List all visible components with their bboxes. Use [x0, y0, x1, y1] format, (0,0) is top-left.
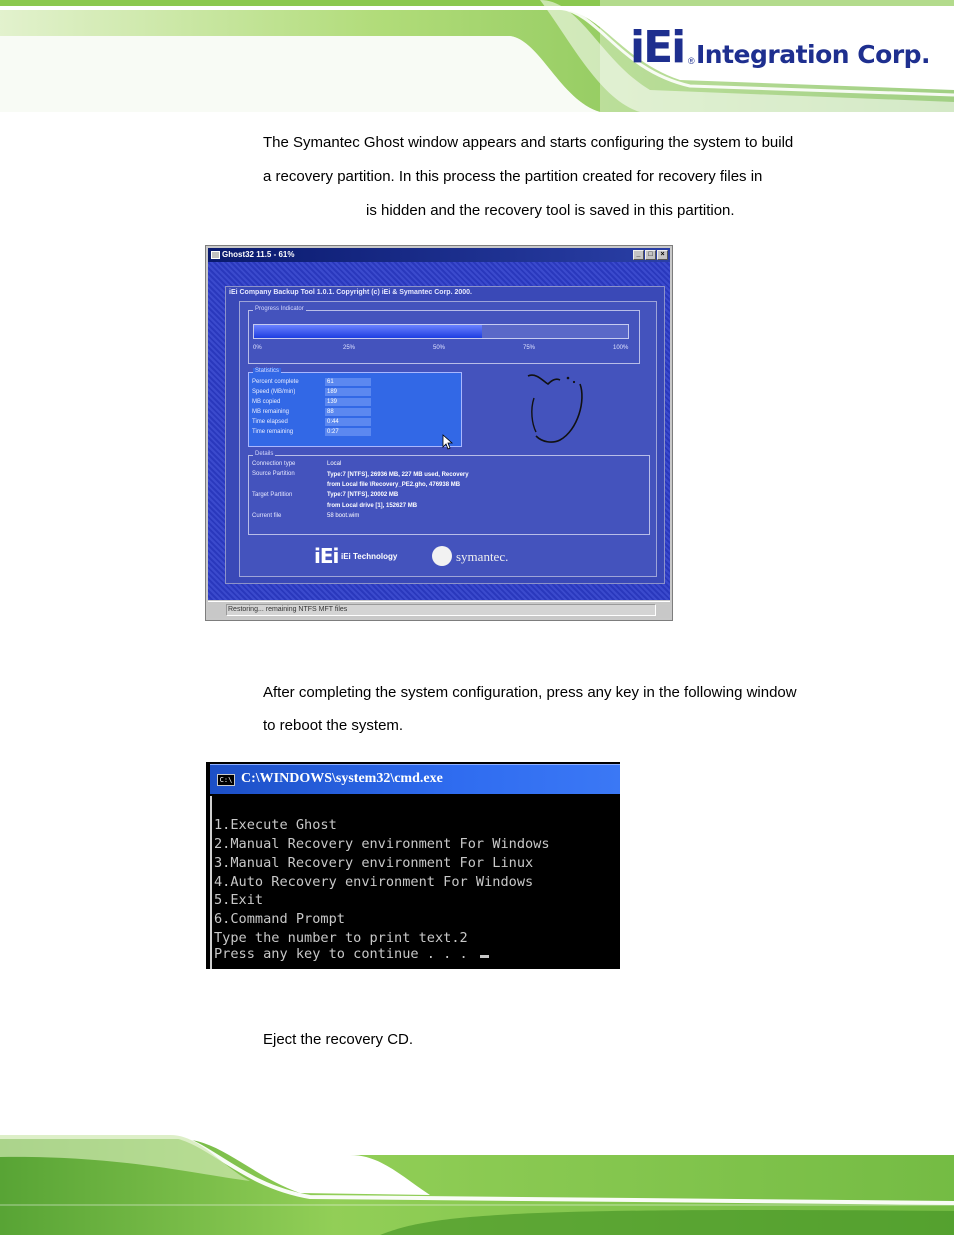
stat-row: Speed (MB/min) — [252, 389, 296, 395]
current-file-value: 58 boot.wim — [327, 513, 360, 519]
close-button[interactable]: × — [657, 250, 668, 260]
ghost-app-frame — [225, 286, 665, 584]
iei-brand-text: iEi Technology — [341, 552, 398, 561]
ghost-desktop — [208, 262, 670, 600]
symantec-brand-text: symantec. — [456, 549, 509, 564]
console-line: 5.Exit — [214, 892, 264, 908]
logo-registered-mark: ® — [688, 56, 695, 66]
source-partition-value: Type:7 [NTFS], 26936 MB, 227 MB used, Recovery — [327, 472, 469, 478]
target-partition-value-2: from Local drive [1], 152627 MB — [327, 503, 418, 509]
stat-value: 189 — [325, 388, 371, 396]
cmd-titlebar — [210, 764, 620, 794]
window-system-icon — [211, 251, 220, 259]
progress-fill — [254, 325, 482, 338]
cmd-window-screenshot — [206, 762, 620, 969]
source-partition-label: Source Partition — [252, 471, 295, 477]
console-line-prompt — [214, 945, 489, 964]
source-partition-value-2: from Local file \Recovery_PE2.gho, 476938 MB — [327, 482, 461, 488]
tick-75: 75% — [523, 345, 536, 351]
statistics-box — [248, 368, 462, 447]
paragraph3: Eject the recovery CD. — [263, 1031, 414, 1048]
cmd-title: C:\WINDOWS\system32\cmd.exe — [241, 771, 443, 786]
status-text: Restoring... remaining NTFS MFT files — [228, 606, 348, 613]
stat-row: Percent complete — [252, 379, 299, 385]
paragraph1-line1: The Symantec Ghost window appears and starts configuring the system to build — [263, 134, 794, 151]
details-group — [248, 451, 650, 535]
ghost-header-text: iEi Company Backup Tool 1.0.1. Copyright (c) iEi & Symantec Corp. 2000. — [229, 289, 472, 296]
tick-100: 100% — [613, 345, 629, 351]
stat-value: 61 — [325, 378, 371, 386]
stat-value: 139 — [325, 398, 371, 406]
footer-band — [0, 1135, 954, 1235]
connection-type-value: Local — [327, 461, 342, 467]
paragraph2-line2: to reboot the system. — [263, 717, 404, 734]
ghost-title: Ghost32 11.5 - 61% — [222, 250, 295, 259]
connection-type-label: Connection type — [252, 461, 296, 467]
paragraph2-line1: After completing the system configuration, press any key in the following window — [263, 684, 797, 701]
target-partition-label: Target Partition — [252, 492, 293, 498]
paragraph1-line3: is hidden and the recovery tool is saved in this partition. — [366, 202, 735, 219]
ghost-window-screenshot — [205, 245, 673, 621]
stat-row: Time remaining — [252, 429, 294, 435]
console-line: Type the number to print text.2 — [214, 930, 468, 946]
console-line: 4.Auto Recovery environment For Windows — [214, 874, 534, 890]
progress-label: Progress Indicator — [255, 306, 304, 312]
console-line: 6.Command Prompt — [214, 911, 345, 927]
paragraph1-line2: a recovery partition. In this process the partition created for recovery files in — [263, 168, 763, 185]
console-cursor — [480, 955, 489, 958]
console-line: 3.Manual Recovery environment For Linux — [214, 855, 534, 871]
ghost-panel — [239, 301, 657, 577]
cmd-console[interactable] — [210, 796, 620, 969]
target-partition-value: Type:7 [NTFS], 20002 MB — [327, 492, 399, 498]
current-file-label: Current file — [252, 513, 282, 519]
symantec-logo-icon — [432, 546, 452, 566]
mouse-pointer-icon — [442, 434, 454, 450]
ghost-titlebar — [208, 248, 670, 262]
maximize-button[interactable]: □ — [645, 250, 656, 260]
ghost-status-bar — [208, 601, 670, 618]
statistics-label: Statistics — [255, 368, 280, 374]
tick-50: 50% — [433, 345, 446, 351]
stat-row: Time elapsed — [252, 419, 288, 425]
stat-row: MB remaining — [252, 409, 290, 415]
console-line: 2.Manual Recovery environment For Windows — [214, 836, 550, 852]
console-prompt-text: Press any key to continue . . . — [214, 946, 476, 962]
progress-bar — [253, 324, 629, 339]
logo-mark: iEi — [630, 22, 685, 73]
logo-text: Integration Corp. — [696, 40, 931, 69]
stat-value: 0:44 — [325, 418, 371, 426]
cmd-icon: C:\ — [217, 774, 235, 786]
tick-25: 25% — [343, 345, 356, 351]
tick-0: 0% — [253, 345, 262, 351]
console-line: 1.Execute Ghost — [214, 817, 337, 833]
stat-value: 0:27 — [325, 428, 371, 436]
progress-group — [248, 306, 640, 364]
minimize-button[interactable]: _ — [633, 250, 644, 260]
company-logo — [630, 22, 931, 74]
ghost-mascot-icon — [522, 370, 592, 450]
stat-row: MB copied — [252, 399, 281, 405]
stat-value: 88 — [325, 408, 371, 416]
details-label: Details — [255, 451, 274, 457]
window-buttons — [633, 250, 668, 260]
iei-brand-logo: iEi — [314, 544, 339, 568]
